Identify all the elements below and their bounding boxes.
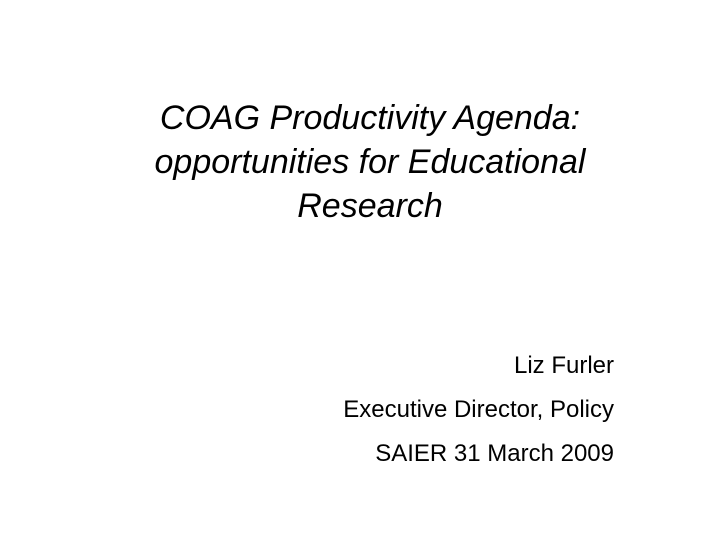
- slide-title: [100, 96, 640, 228]
- slide-subtitle: [194, 344, 614, 476]
- event-date: SAIER 31 March 2009: [375, 440, 614, 467]
- presenter-role: Executive Director, Policy: [343, 396, 614, 423]
- slide-title-line-2: opportunities for Educational: [154, 143, 586, 181]
- slide-title-line-3: Research: [297, 187, 443, 225]
- slide-title-line-1: COAG Productivity Agenda:: [159, 99, 581, 137]
- presenter-name: Liz Furler: [513, 352, 614, 379]
